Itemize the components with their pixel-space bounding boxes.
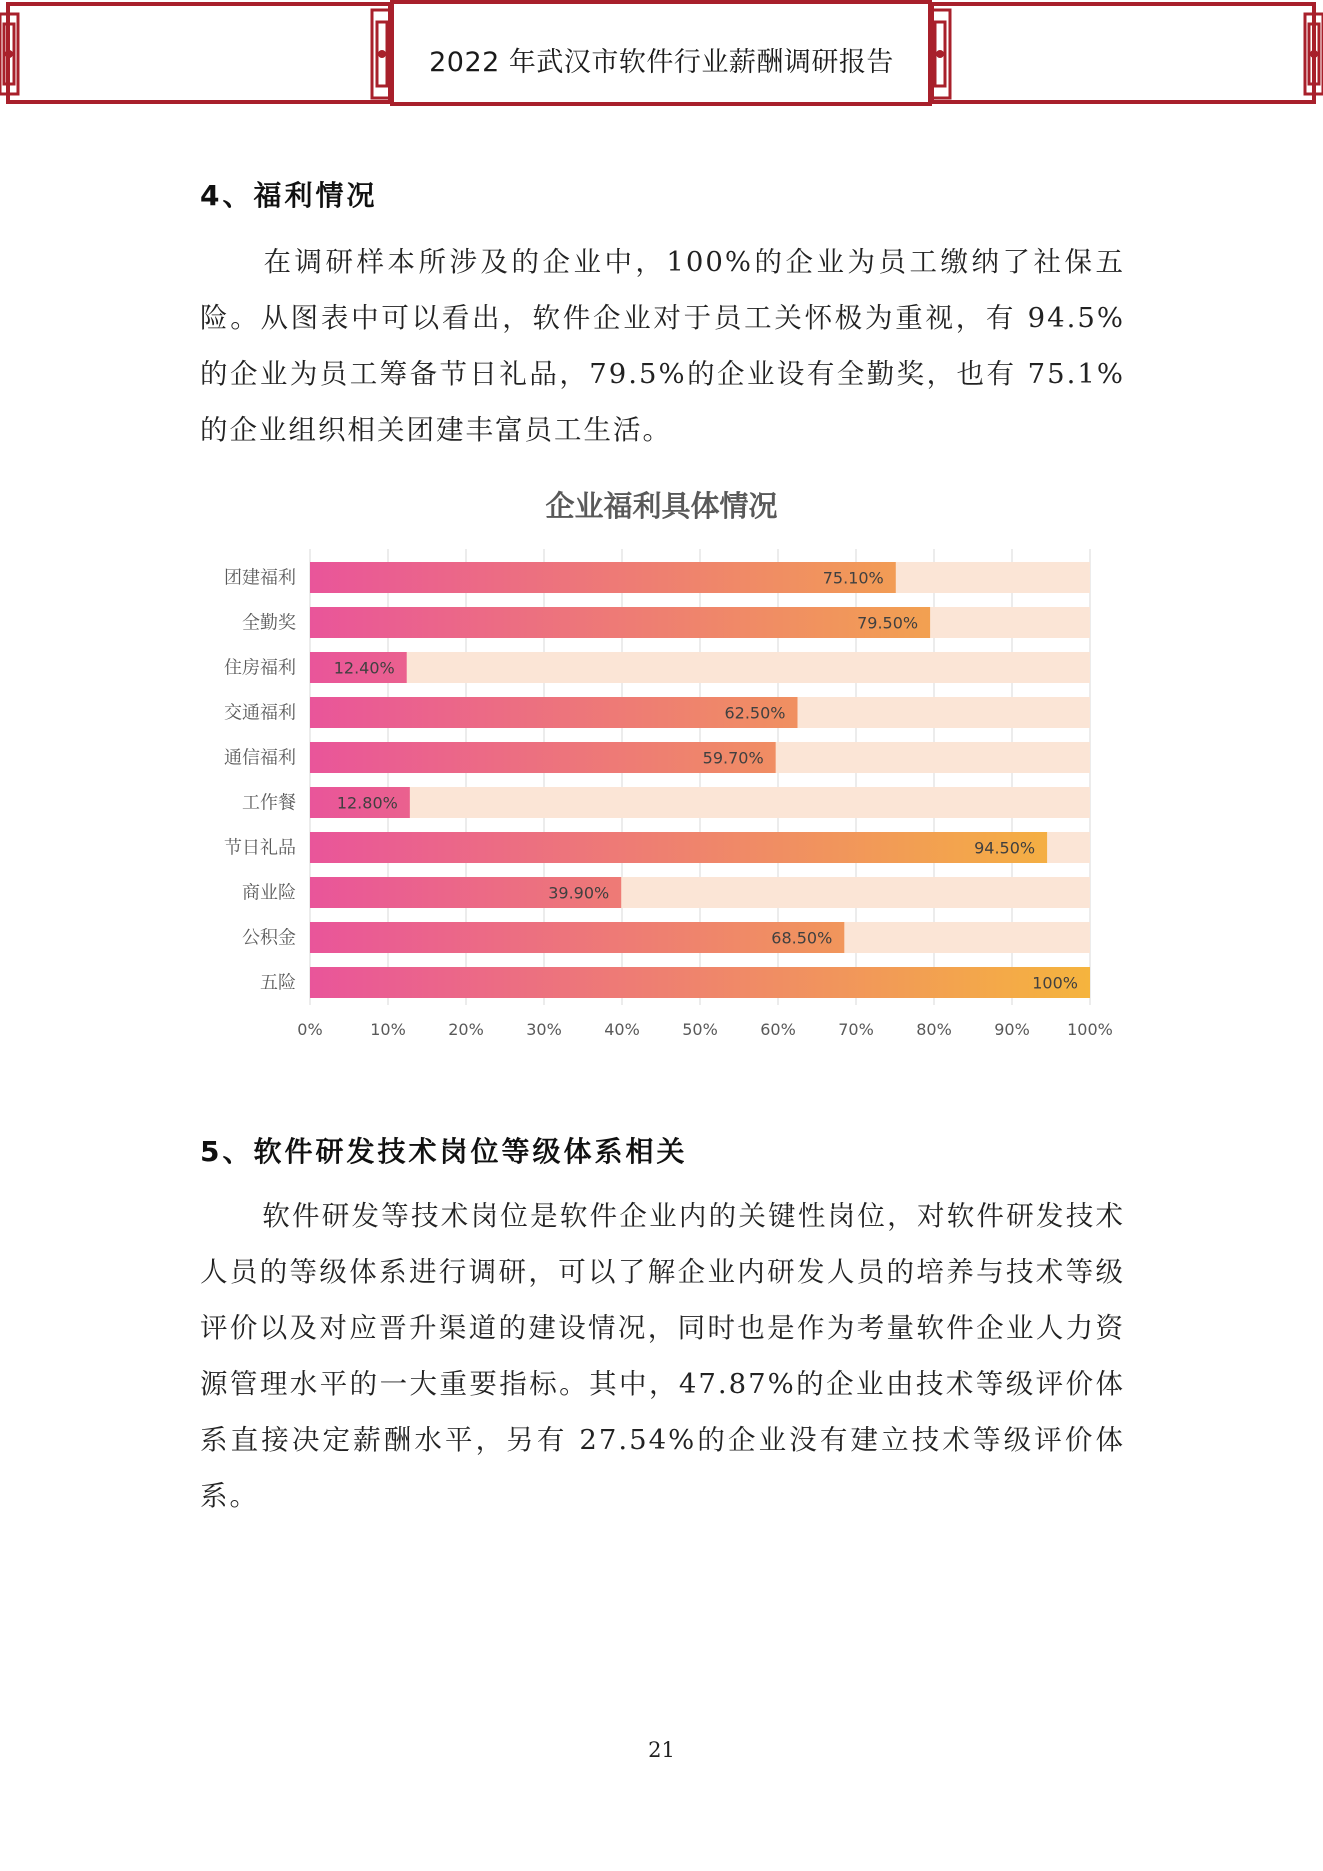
bar-track xyxy=(310,787,1090,818)
section-4-heading: 4、福利情况 xyxy=(200,179,378,212)
section-5-paragraph xyxy=(200,1188,1125,1524)
data-label: 39.90% xyxy=(548,883,610,903)
section-5-text: 软件研发等技术岗位是软件企业内的关键性岗位，对软件研发技术人员的等级体系进行调研，可以了解企业内研发人员的培养与技术等级评价以及对应晋升渠道的建设情况，同时也是作为考量软件企业人力资源管理水平的一大重要指标。其中，47.87%的企业由技术等级评价体系直接决定薪酬水平，另有 27.54%的企业没有建立技术等级评价体系。 xyxy=(200,1200,1125,1512)
data-label: 68.50% xyxy=(771,928,833,948)
x-tick-label: 60% xyxy=(760,1020,796,1039)
x-tick-label: 10% xyxy=(370,1020,406,1039)
data-label: 12.40% xyxy=(333,658,395,678)
x-tick-label: 30% xyxy=(526,1020,562,1039)
chart-title: 企业福利具体情况 xyxy=(545,489,778,523)
data-label: 100% xyxy=(1032,973,1078,993)
data-label: 79.50% xyxy=(857,613,919,633)
x-tick-label: 40% xyxy=(604,1020,640,1039)
category-label: 工作餐 xyxy=(242,792,296,814)
bar xyxy=(310,832,1047,863)
category-label: 交通福利 xyxy=(224,702,296,724)
x-tick-label: 50% xyxy=(682,1020,718,1039)
x-tick-label: 70% xyxy=(838,1020,874,1039)
x-tick-label: 90% xyxy=(994,1020,1030,1039)
x-tick-label: 100% xyxy=(1067,1020,1113,1039)
category-label: 节日礼品 xyxy=(224,837,296,859)
x-tick-label: 0% xyxy=(297,1020,323,1039)
data-label: 75.10% xyxy=(822,568,884,588)
x-tick-label: 20% xyxy=(448,1020,484,1039)
data-label: 12.80% xyxy=(336,793,398,813)
category-label: 团建福利 xyxy=(224,567,296,589)
category-label: 通信福利 xyxy=(224,747,296,769)
bar xyxy=(310,562,896,593)
category-label: 住房福利 xyxy=(224,657,296,679)
category-label: 五险 xyxy=(260,972,296,994)
section-4-text: 在调研样本所涉及的企业中，100%的企业为员工缴纳了社保五险。从图表中可以看出，软件企业对于员工关怀极为重视，有 94.5%的企业为员工筹备节日礼品，79.5%的企业设有全勤奖，也有 75.1%的企业组织相关团建丰富员工生活。 xyxy=(200,246,1125,446)
bar xyxy=(310,607,930,638)
bar xyxy=(310,967,1090,998)
bar-track xyxy=(310,652,1090,683)
header-title: 2022 年武汉市软件行业薪酬调研报告 xyxy=(429,47,894,78)
data-label: 62.50% xyxy=(724,703,786,723)
page-number: 21 xyxy=(648,1738,675,1762)
x-tick-label: 80% xyxy=(916,1020,952,1039)
data-label: 94.50% xyxy=(974,838,1036,858)
category-label: 全勤奖 xyxy=(242,612,296,634)
section-5-heading: 5、软件研发技术岗位等级体系相关 xyxy=(200,1135,688,1168)
bar xyxy=(310,922,844,953)
category-label: 商业险 xyxy=(242,882,296,904)
category-label: 公积金 xyxy=(242,927,296,949)
data-label: 59.70% xyxy=(702,748,764,768)
